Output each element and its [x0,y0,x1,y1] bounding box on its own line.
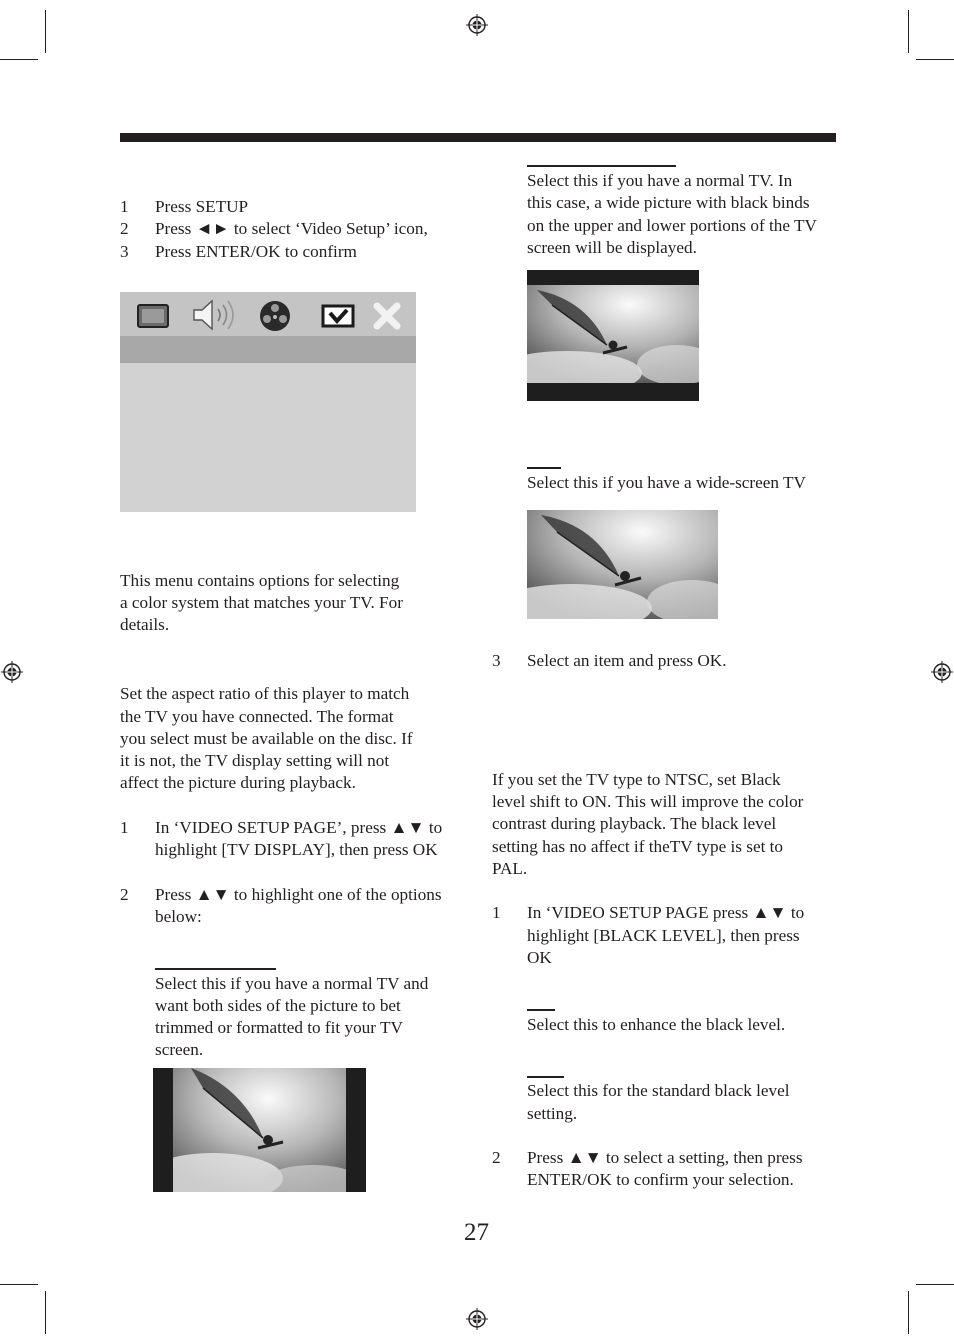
paragraph-line: contrast during playback. The black level [492,814,777,833]
paragraph-line: the TV you have connected. The format [120,707,394,726]
step-number: 2 [120,219,129,238]
step-number: 3 [120,242,129,261]
step-text: Select an item and press OK. [527,651,727,670]
step-text: below: [155,907,202,926]
close-icon [372,302,402,330]
step-number: 3 [492,651,501,670]
paragraph-line: Select this for the standard black level [527,1081,790,1100]
registration-mark-icon [466,14,488,36]
step-text: ENTER/OK to confirm your selection. [527,1170,794,1189]
paragraph-line: Set the aspect ratio of this player to match [120,684,410,703]
checkbox-icon [320,302,356,330]
crop-mark [0,1284,38,1285]
film-reel-icon [255,300,295,332]
crop-mark [45,1291,46,1334]
paragraph-line: it is not, the TV display setting will not [120,751,390,770]
step-number: 1 [120,197,129,216]
registration-mark-icon [1,661,23,683]
step-text: Press ◄► to select ‘Video Setup’ icon, [155,219,428,238]
step-text: In ‘VIDEO SETUP PAGE’, press ▲▼ to [155,818,443,837]
paragraph-line: If you set the TV type to NTSC, set Black [492,770,781,789]
crop-mark [916,1284,954,1285]
option-heading-rule [527,1009,555,1011]
registration-mark-icon [931,661,953,683]
step-number: 1 [120,818,129,837]
paragraph-line: setting. [527,1104,578,1123]
crop-mark [0,59,38,60]
pan-scan-example-image [153,1068,366,1192]
paragraph-line: level shift to ON. This will improve the color [492,792,804,811]
paragraph-line: Select this if you have a normal TV and [155,974,429,993]
paragraph-line: affect the picture during playback. [120,773,356,792]
step-number: 1 [492,903,501,922]
letterbox-example-image [527,270,699,401]
widescreen-example-image [527,510,718,619]
paragraph-line: trimmed or formatted to fit your TV [155,1018,403,1037]
step-text: Press ▲▼ to highlight one of the options [155,885,442,904]
step-text: In ‘VIDEO SETUP PAGE press ▲▼ to [527,903,805,922]
paragraph-line: a color system that matches your TV. For [120,593,403,612]
step-text: Press SETUP [155,197,249,216]
crop-mark [908,10,909,53]
setup-menu-screenshot [120,292,416,512]
paragraph-line: this case, a wide picture with black binds [527,193,810,212]
option-heading-rule [527,467,561,469]
paragraph-line: want both sides of the picture to bet [155,996,401,1015]
step-text: highlight [BLACK LEVEL], then press [527,926,800,945]
paragraph-line: screen. [155,1040,204,1059]
paragraph-line: Select this if you have a normal TV. In [527,171,793,190]
paragraph-line: screen will be displayed. [527,238,697,257]
black-level-on-description: Select this to enhance the black level. [527,1015,786,1034]
step-text: highlight [TV DISPLAY], then press OK [155,840,438,859]
paragraph-line: PAL. [492,859,528,878]
paragraph-line: you select must be available on the disc. If [120,729,413,748]
option-heading-rule [527,1076,564,1078]
step-text: OK [527,948,552,967]
step-number: 2 [120,885,129,904]
header-bar [120,133,836,142]
page-number: 27 [464,1219,489,1246]
crop-mark [45,10,46,53]
crop-mark [908,1291,909,1334]
paragraph-line: This menu contains options for selecting [120,571,400,590]
menu-highlight-bar [120,336,416,363]
registration-mark-icon [466,1308,488,1330]
step-number: 2 [492,1148,501,1167]
option-heading-rule [527,165,676,167]
paragraph-line: setting has no affect if theTV type is set to [492,837,784,856]
step-text: Press ▲▼ to select a setting, then press [527,1148,803,1167]
speaker-icon [190,298,242,332]
option-heading-rule [155,968,276,970]
paragraph-line: details. [120,615,170,634]
option-wide-description: Select this if you have a wide-screen TV [527,473,806,492]
paragraph-line: on the upper and lower portions of the TV [527,216,817,235]
crop-mark [916,59,954,60]
tv-screen-icon [136,302,170,330]
step-text: Press ENTER/OK to confirm [155,242,357,261]
